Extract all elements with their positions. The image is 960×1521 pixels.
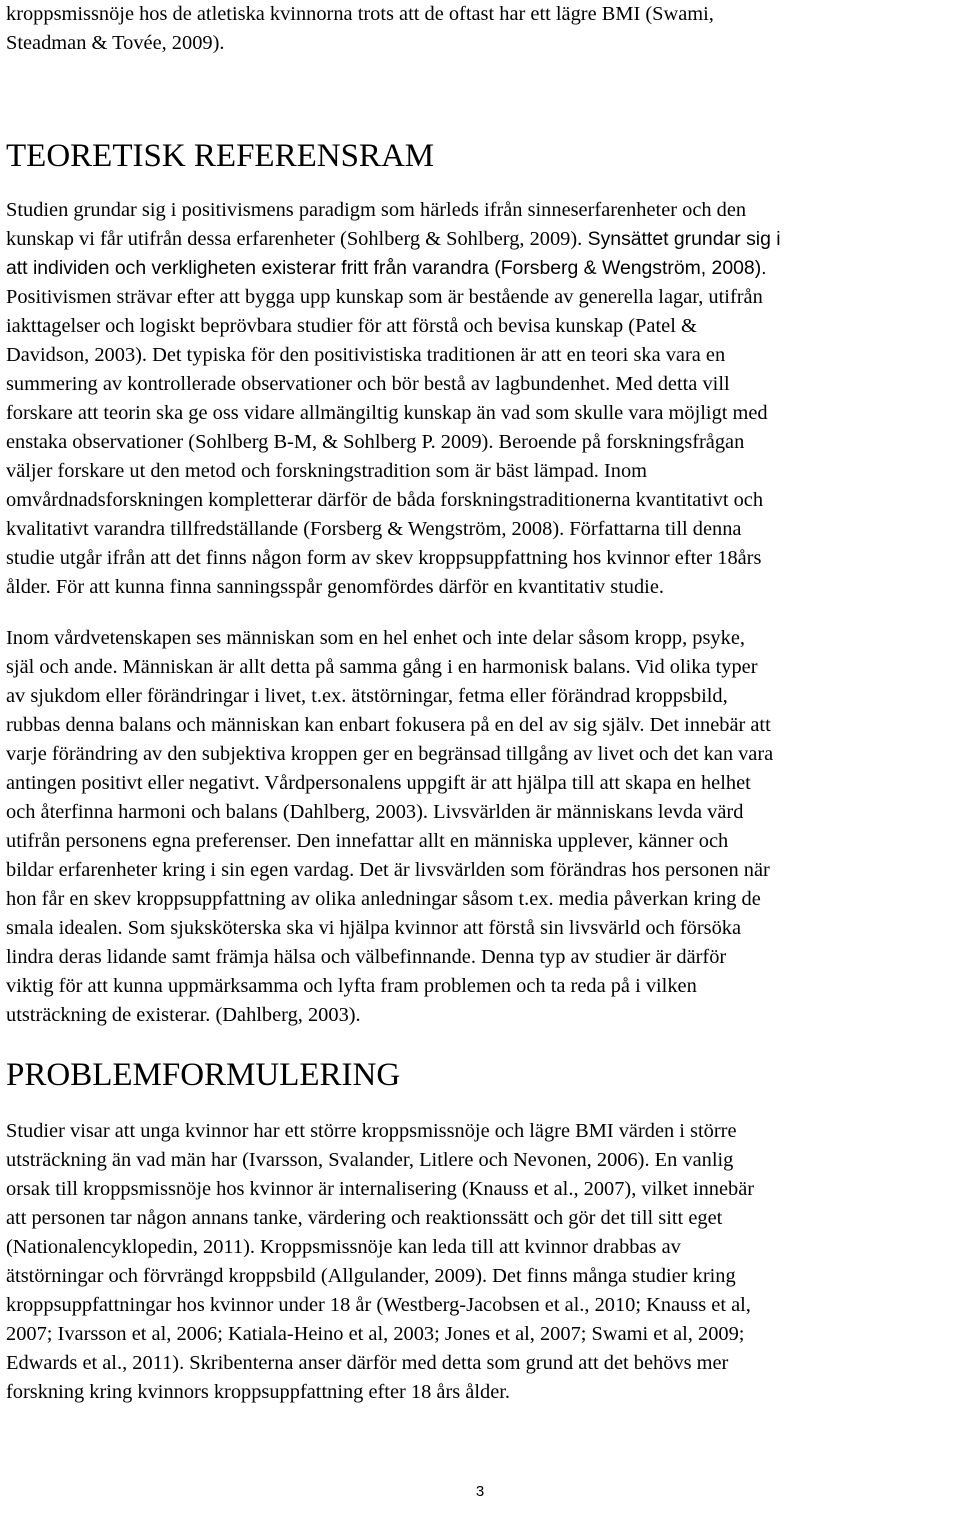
theory-paragraph-2 [6,624,958,1030]
text-line: iakttagelser och logiskt beprövbara studier för att förstå och bevisa kunskap (Patel & [6,315,697,337]
text-line: rubbas denna balans och människan kan enbart fokusera på en del av sig själv. Det innebär att [6,714,771,736]
text-line: och återfinna harmoni och balans (Dahlberg, 2003). Livsvärlden är människans levda värd [6,801,744,823]
text-line: av sjukdom eller förändringar i livet, t.ex. ätstörningar, fetma eller förändrad kroppsbild, [6,685,728,707]
text-line: utsträckning än vad män har (Ivarsson, Svalander, Litlere och Nevonen, 2006). En vanlig [6,1149,734,1171]
text-line: Positivismen strävar efter att bygga upp kunskap som är bestående av generella lagar, utifrån [6,286,763,308]
text-line: Edwards et al., 2011). Skribenterna anser därför med detta som grund att det behövs mer [6,1352,729,1374]
text-line: forskare att teorin ska ge oss vidare allmängiltig kunskap än vad som skulle vara möjligt med [6,402,768,424]
text-line: kroppsmissnöje hos de atletiska kvinnorna trots att de oftast har ett lägre BMI (Swami, [6,3,714,25]
text-line: omvårdnadsforskningen kompletterar därför de båda forskningstraditionerna kvantitativt och [6,489,764,511]
text-line: ätstörningar och förvrängd kroppsbild (Allgulander, 2009). Det finns många studier kring [6,1265,736,1287]
text-line: Steadman & Tovée, 2009). [6,32,225,54]
text-line: utifrån personens egna preferenser. Den innefattar allt en människa upplever, känner och [6,830,729,852]
page-number: 3 [475,1483,485,1500]
text-line: viktig för att kunna uppmärksamma och lyfta fram problemen och ta reda på i vilken [6,975,697,997]
text-line: hon får en skev kroppsuppfattning av olika anledningar såsom t.ex. media påverkan kring de [6,888,761,910]
text-line: enstaka observationer (Sohlberg B-M, & Sohlberg P. 2009). Beroende på forskningsfrågan [6,431,745,453]
text-line: att personen tar någon annans tanke, värdering och reaktionssätt och gör det till sitt eget [6,1207,723,1229]
text-line: själ och ande. Människan är allt detta på samma gång i en harmonisk balans. Vid olika typer [6,656,758,678]
problem-paragraph [6,1117,958,1407]
text-line: (Nationalencyklopedin, 2011). Kroppsmissnöje kan leda till att kvinnor drabbas av [6,1236,681,1258]
text-segment: Synsättet grundar sig i [582,228,781,250]
text-line: Davidson, 2003). Det typiska för den positivistiska traditionen är att en teori ska vara en [6,344,726,366]
section-heading-theory: TEORETISK REFERENSRAM [6,138,435,174]
text-line: orsak till kroppsmissnöje hos kvinnor är internalisering (Knauss et al., 2007), vilket innebär [6,1178,755,1200]
text-line: studie utgår ifrån att det finns någon form av skev kroppsuppfattning hos kvinnor efter 18års [6,547,762,569]
text-line: ålder. För att kunna finna sanningsspår genomfördes därför en kvantitativ studie. [6,576,664,598]
text-line: kvalitativt varandra tillfredställande (Forsberg & Wengström, 2008). Författarna till denna [6,518,742,540]
section-heading-problem: PROBLEMFORMULERING [6,1057,401,1093]
text-line: Inom vårdvetenskapen ses människan som en hel enhet och inte delar såsom kropp, psyke, [6,627,745,649]
text-line: bildar erfarenheter kring i sin egen vardag. Det är livsvärlden som förändras hos personen när [6,859,770,881]
text-line: varje förändring av den subjektiva kroppen ger en begränsad tillgång av livet och det kan vara [6,743,774,765]
text-line: forskning kring kvinnors kroppsuppfattning efter 18 års ålder. [6,1381,511,1403]
text-line: antingen positivt eller negativt. Vårdpersonalens uppgift är att hjälpa till att skapa en helhet [6,772,751,794]
text-line: att individen och verkligheten existerar fritt från varandra (Forsberg & Wengström, 2008). [6,257,767,279]
text-line: 2007; Ivarsson et al, 2006; Katiala-Heino et al, 2003; Jones et al, 2007; Swami et al, 2009; [6,1323,745,1345]
text-line: lindra deras lidande samt främja hälsa och välbefinnande. Denna typ av studier är därför [6,946,727,968]
text-line: väljer forskare ut den metod och forskningstradition som är bäst lämpad. Inom [6,460,648,482]
text-line: kroppsuppfattningar hos kvinnor under 18 år (Westberg-Jacobsen et al., 2010; Knauss et al, [6,1294,751,1316]
text-line: utsträckning de existerar. (Dahlberg, 2003). [6,1004,361,1026]
intro-paragraph [6,0,958,58]
text-line: smala idealen. Som sjuksköterska ska vi hjälpa kvinnor att förstå sin livsvärld och försöka [6,917,742,939]
text-line: summering av kontrollerade observationer och bör bestå av lagbundenhet. Med detta vill [6,373,730,395]
theory-paragraph-1 [6,196,958,602]
text-segment: kunskap vi får utifrån dessa erfarenheter (Sohlberg & Sohlberg, 2009). [6,228,583,250]
text-line: Studien grundar sig i positivismens paradigm som härleds ifrån sinneserfarenheter och den [6,199,747,221]
text-line [6,225,958,254]
text-line: Studier visar att unga kvinnor har ett större kroppsmissnöje och lägre BMI värden i större [6,1120,737,1142]
